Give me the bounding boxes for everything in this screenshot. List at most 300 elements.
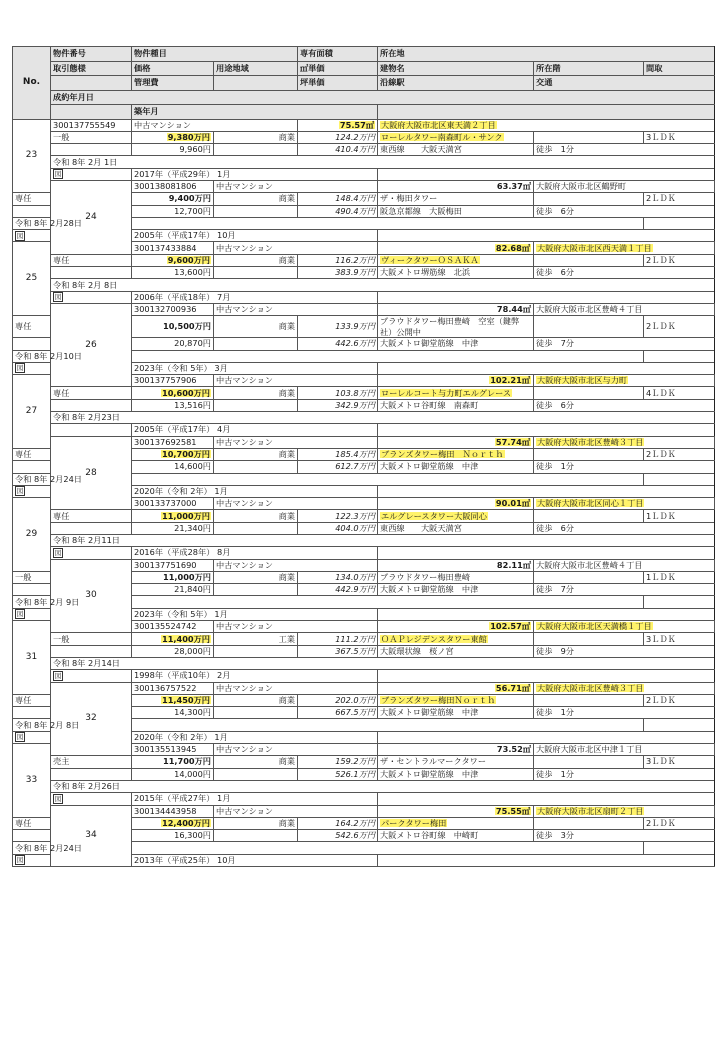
- header-price: 価格: [132, 61, 214, 76]
- property-number: 300137692581: [132, 436, 214, 448]
- m2-price: 124.2万円: [298, 131, 378, 143]
- line-station: 大阪メトロ谷町線 中崎町: [378, 830, 534, 842]
- price: 11,450万円: [132, 694, 214, 706]
- floor-area: 63.37㎡: [378, 180, 534, 192]
- blank-cell: [13, 205, 51, 217]
- zoning: 商業: [214, 316, 298, 338]
- contract-date: 令和 8年 2月 1日: [51, 156, 715, 168]
- zoning: 商業: [214, 756, 298, 768]
- blank-cell: [214, 205, 298, 217]
- record-row: [13, 131, 715, 143]
- floorplan-cell: [51, 670, 132, 682]
- floor-area: 75.55㎡: [378, 805, 534, 817]
- header-blank: [51, 105, 132, 120]
- zoning: 商業: [214, 448, 298, 460]
- access: 徒歩 1分: [534, 768, 715, 780]
- blank-cell: [214, 338, 298, 350]
- record-row: [13, 291, 715, 303]
- floor-area: 82.68㎡: [378, 242, 534, 254]
- property-number: 300137433884: [132, 242, 214, 254]
- m2-price: 116.2万円: [298, 254, 378, 266]
- zoning: 商業: [214, 817, 298, 829]
- blank-cell: [214, 522, 298, 534]
- price: 11,700万円: [132, 756, 214, 768]
- record-row: [13, 267, 715, 279]
- contract-date: 令和 8年 2月14日: [51, 657, 715, 669]
- header-floor: 所在階: [534, 61, 644, 76]
- line-station: 阪急京都線 大阪梅田: [378, 205, 534, 217]
- contract-date: 令和 8年 2月 8日: [13, 719, 644, 731]
- management-fee: 20,870円: [132, 338, 214, 350]
- floorplan-icon[interactable]: 図: [54, 671, 62, 680]
- layout: 2ＬＤＫ: [644, 817, 715, 829]
- record-row: [13, 279, 715, 291]
- price: 12,400万円: [132, 817, 214, 829]
- record-row: [13, 780, 715, 792]
- built-date: 2013年（平成25年） 10月: [132, 854, 378, 866]
- blank-cell: [51, 267, 132, 279]
- zoning: 商業: [214, 694, 298, 706]
- floor-area: 75.57㎡: [298, 119, 378, 131]
- header-access: 交通: [534, 76, 715, 91]
- header-tsubo-price: 坪単価: [298, 76, 378, 91]
- record-row: [13, 645, 715, 657]
- header-blank: [51, 76, 132, 91]
- zoning: 商業: [214, 193, 298, 205]
- header-property-type: 物件種目: [132, 47, 298, 62]
- m2-price: 122.3万円: [298, 510, 378, 522]
- transaction-type: 専任: [13, 448, 51, 460]
- floor-area: 56.71㎡: [378, 682, 534, 694]
- property-type: 中古マンション: [214, 744, 378, 756]
- transaction-type: 一般: [51, 131, 132, 143]
- header-layout: 間取: [644, 61, 715, 76]
- floorplan-cell: [13, 854, 51, 866]
- address: 大阪府大阪市北区東天満２丁目: [378, 119, 715, 131]
- blank-cell: [13, 707, 51, 719]
- floorplan-icon[interactable]: 図: [16, 487, 24, 496]
- built-date: 2020年（令和 2年） 1月: [132, 485, 378, 497]
- header-contract-date: 成約年月日: [51, 90, 715, 105]
- price: 10,600万円: [132, 387, 214, 399]
- tsubo-price: 667.5万円: [298, 707, 378, 719]
- floor: [534, 510, 644, 522]
- blank-cell: [378, 854, 715, 866]
- blank-cell: [214, 267, 298, 279]
- contract-date: 令和 8年 2月 9日: [13, 596, 644, 608]
- floor-area: 73.52㎡: [378, 744, 534, 756]
- access: 徒歩 1分: [534, 144, 715, 156]
- record-row-32: [13, 682, 715, 694]
- blank-cell: [214, 830, 298, 842]
- floor: [534, 633, 644, 645]
- floor-area: 82.11㎡: [378, 559, 534, 571]
- built-date: 2006年（平成18年） 7月: [132, 291, 378, 303]
- access: 徒歩 3分: [534, 830, 715, 842]
- record-row: [13, 387, 715, 399]
- floorplan-icon[interactable]: 図: [16, 733, 24, 742]
- record-row: [13, 399, 715, 411]
- building-name: ローレルコート与力町エルグレース: [378, 387, 534, 399]
- header-location: 所在地: [378, 47, 715, 62]
- floorplan-icon[interactable]: 図: [54, 170, 62, 179]
- property-type: 中古マンション: [214, 805, 378, 817]
- zoning: 商業: [214, 510, 298, 522]
- transaction-type: 専任: [13, 694, 51, 706]
- property-number: 300133737000: [132, 498, 214, 510]
- price: 9,600万円: [132, 254, 214, 266]
- blank-cell: [13, 461, 51, 473]
- blank-cell: [51, 144, 132, 156]
- blank-cell: [51, 645, 132, 657]
- transaction-type: 専任: [13, 193, 51, 205]
- property-type: 中古マンション: [132, 119, 298, 131]
- price: 10,700万円: [132, 448, 214, 460]
- layout: 3ＬＤＫ: [644, 131, 715, 143]
- layout: 1ＬＤＫ: [644, 571, 715, 583]
- transaction-type: 一般: [51, 633, 132, 645]
- contract-date: 令和 8年 2月24日: [13, 842, 644, 854]
- m2-price: 133.9万円: [298, 316, 378, 338]
- header-blank: [214, 76, 298, 91]
- record-no: 24: [51, 180, 132, 254]
- building-name: エルグレースタワー大阪同心: [378, 510, 534, 522]
- tsubo-price: 410.4万円: [298, 144, 378, 156]
- contract-date: 令和 8年 2月23日: [51, 412, 715, 424]
- blank-cell: [214, 768, 298, 780]
- price: 9,400万円: [132, 193, 214, 205]
- building-name: パークタワー梅田: [378, 817, 534, 829]
- floor-area: 78.44㎡: [378, 303, 534, 315]
- floorplan-cell: [13, 608, 51, 620]
- record-no: 28: [51, 436, 132, 510]
- management-fee: 12,700円: [132, 205, 214, 217]
- table-header: [13, 47, 715, 120]
- header-floor-area: 専有面積: [298, 47, 378, 62]
- layout: 2ＬＤＫ: [644, 316, 715, 338]
- address: 大阪府大阪市北区豊崎４丁目: [534, 559, 715, 571]
- line-station: 東西線 大阪天満宮: [378, 522, 534, 534]
- contract-date: 令和 8年 2月24日: [13, 473, 644, 485]
- header-line-station: 沿線駅: [378, 76, 534, 91]
- property-type: 中古マンション: [214, 436, 378, 448]
- record-row: [13, 756, 715, 768]
- property-type: 中古マンション: [214, 621, 378, 633]
- layout: 1ＬＤＫ: [644, 510, 715, 522]
- m2-price: 159.2万円: [298, 756, 378, 768]
- built-date: 2005年（平成17年） 4月: [132, 424, 378, 436]
- record-row: [13, 424, 715, 436]
- management-fee: 13,516円: [132, 399, 214, 411]
- blank-cell: [214, 461, 298, 473]
- blank-cell: [378, 424, 715, 436]
- floor-area: 102.57㎡: [378, 621, 534, 633]
- management-fee: 14,600円: [132, 461, 214, 473]
- record-no: 26: [51, 303, 132, 386]
- address: 大阪府大阪市北区天満橋１丁目: [534, 621, 715, 633]
- line-station: 大阪メトロ御堂筋線 中津: [378, 338, 534, 350]
- record-row: [13, 793, 715, 805]
- contract-date: 令和 8年 2月26日: [51, 780, 715, 792]
- line-station: 大阪メトロ御堂筋線 中津: [378, 707, 534, 719]
- blank-cell: [13, 584, 51, 596]
- built-date: 2020年（令和 2年） 1月: [132, 731, 378, 743]
- address: 大阪府大阪市北区豊崎３丁目: [534, 436, 715, 448]
- access: 徒歩 7分: [534, 338, 715, 350]
- floorplan-cell: [13, 731, 51, 743]
- address: 大阪府大阪市北区扇町２丁目: [534, 805, 715, 817]
- blank-cell: [378, 485, 715, 497]
- access: 徒歩 1分: [534, 707, 715, 719]
- line-station: 東西線 大阪天満宮: [378, 144, 534, 156]
- record-row: [13, 412, 715, 424]
- m2-price: 148.4万円: [298, 193, 378, 205]
- m2-price: 185.4万円: [298, 448, 378, 460]
- record-row: [13, 254, 715, 266]
- record-row: [13, 522, 715, 534]
- line-station: 大阪メトロ谷町線 南森町: [378, 399, 534, 411]
- record-row: [13, 473, 715, 485]
- built-date: 1998年（平成10年） 2月: [132, 670, 378, 682]
- price: 11,000万円: [132, 571, 214, 583]
- tsubo-price: 612.7万円: [298, 461, 378, 473]
- transaction-type: 専任: [51, 254, 132, 266]
- floorplan-cell: [51, 547, 132, 559]
- address: 大阪府大阪市北区鶴野町: [534, 180, 715, 192]
- header-zoning: 用途地域: [214, 61, 298, 76]
- floorplan-cell: [13, 485, 51, 497]
- tsubo-price: 490.4万円: [298, 205, 378, 217]
- property-number: 300132700936: [132, 303, 214, 315]
- management-fee: 14,000円: [132, 768, 214, 780]
- management-fee: 13,600円: [132, 267, 214, 279]
- floorplan-icon[interactable]: 図: [16, 856, 24, 865]
- blank-cell: [214, 399, 298, 411]
- floorplan-icon[interactable]: 図: [16, 231, 24, 240]
- access: 徒歩 6分: [534, 205, 715, 217]
- record-row: [13, 596, 715, 608]
- price: 10,500万円: [132, 316, 214, 338]
- record-no: 29: [13, 498, 51, 572]
- record-row-23: [13, 119, 715, 131]
- record-row: [13, 535, 715, 547]
- built-date: 2016年（平成28年） 8月: [132, 547, 378, 559]
- record-no: 33: [13, 744, 51, 818]
- building-name: ＯＡＰレジデンスタワー東館: [378, 633, 534, 645]
- record-no: 34: [51, 805, 132, 866]
- layout: 2ＬＤＫ: [644, 694, 715, 706]
- property-number: 300137757906: [132, 375, 214, 387]
- record-row-28: [13, 436, 715, 448]
- line-station: 大阪メトロ堺筋線 北浜: [378, 267, 534, 279]
- built-date: 2015年（平成27年） 1月: [132, 793, 378, 805]
- header-blank: [378, 105, 715, 120]
- floorplan-cell: [51, 424, 132, 436]
- price: 11,000万円: [132, 510, 214, 522]
- record-row: [13, 547, 715, 559]
- m2-price: 111.2万円: [298, 633, 378, 645]
- floor-area: 102.21㎡: [378, 375, 534, 387]
- record-row: [13, 156, 715, 168]
- header-transaction-type: 取引態様: [51, 61, 132, 76]
- tsubo-price: 442.9万円: [298, 584, 378, 596]
- contract-date: 令和 8年 2月10日: [13, 350, 644, 362]
- access: 徒歩 1分: [534, 461, 715, 473]
- blank-cell: [13, 338, 51, 350]
- building-name: ローレルタワー南森町ル・サンク: [378, 131, 534, 143]
- floorplan-icon[interactable]: 図: [54, 293, 62, 302]
- management-fee: 9,960円: [132, 144, 214, 156]
- layout: 2ＬＤＫ: [644, 254, 715, 266]
- property-type: 中古マンション: [214, 242, 378, 254]
- blank-cell: [378, 608, 715, 620]
- m2-price: 164.2万円: [298, 817, 378, 829]
- records: [13, 119, 715, 867]
- line-station: 大阪メトロ御堂筋線 中津: [378, 584, 534, 596]
- address: 大阪府大阪市北区西天満１丁目: [534, 242, 715, 254]
- header-property-number: 物件番号: [51, 47, 132, 62]
- blank-cell: [378, 230, 715, 242]
- property-number: 300136757522: [132, 682, 214, 694]
- property-type: 中古マンション: [214, 303, 378, 315]
- built-date: 2005年（平成17年） 10月: [132, 230, 378, 242]
- zoning: 商業: [214, 131, 298, 143]
- record-row: [13, 719, 715, 731]
- record-row-24: [13, 180, 715, 192]
- floorplan-cell: [13, 230, 51, 242]
- access: 徒歩 7分: [534, 584, 715, 596]
- layout: 3ＬＤＫ: [644, 633, 715, 645]
- floor: [534, 387, 644, 399]
- record-no: 27: [13, 375, 51, 449]
- blank-cell: [378, 362, 715, 374]
- management-fee: 16,300円: [132, 830, 214, 842]
- access: 徒歩 6分: [534, 267, 715, 279]
- property-number: 300137755549: [51, 119, 132, 131]
- layout: 2ＬＤＫ: [644, 448, 715, 460]
- floor: [534, 694, 644, 706]
- tsubo-price: 542.6万円: [298, 830, 378, 842]
- management-fee: 21,840円: [132, 584, 214, 596]
- floor: [534, 756, 644, 768]
- record-row: [13, 842, 715, 854]
- address: 大阪府大阪市北区豊崎３丁目: [534, 682, 715, 694]
- property-type: 中古マンション: [214, 180, 378, 192]
- access: 徒歩 6分: [534, 399, 715, 411]
- blank-cell: [13, 830, 51, 842]
- property-type: 中古マンション: [214, 682, 378, 694]
- record-no: 31: [13, 621, 51, 695]
- zoning: 商業: [214, 254, 298, 266]
- building-name: ザ・セントラルマークタワー: [378, 756, 534, 768]
- contract-date: 令和 8年 2月28日: [13, 217, 644, 229]
- transaction-type: 専任: [51, 387, 132, 399]
- floorplan-cell: [51, 793, 132, 805]
- floorplan-icon[interactable]: 図: [54, 548, 62, 557]
- header-m2-price: ㎡単価: [298, 61, 378, 76]
- property-number: 300138081806: [132, 180, 214, 192]
- floorplan-cell: [13, 362, 51, 374]
- floor: [534, 316, 644, 338]
- line-station: 大阪メトロ御堂筋線 中津: [378, 461, 534, 473]
- building-name: ブランズタワー梅田Ｎｏｒｔｈ: [378, 694, 534, 706]
- address: 大阪府大阪市北区与力町: [534, 375, 715, 387]
- property-number: 300135513945: [132, 744, 214, 756]
- line-station: 大阪環状線 桜ノ宮: [378, 645, 534, 657]
- record-row: [13, 350, 715, 362]
- tsubo-price: 404.0万円: [298, 522, 378, 534]
- property-type: 中古マンション: [214, 559, 378, 571]
- blank-cell: [378, 168, 715, 180]
- header-management-fee: 管理費: [132, 76, 214, 91]
- floor: [534, 448, 644, 460]
- management-fee: 21,340円: [132, 522, 214, 534]
- address: 大阪府大阪市北区中津１丁目: [534, 744, 715, 756]
- transaction-type: 売主: [51, 756, 132, 768]
- floorplan-icon[interactable]: 図: [16, 364, 24, 373]
- header-no: No.: [13, 47, 51, 120]
- property-table: [12, 46, 715, 867]
- built-date: 2023年（令和 5年） 1月: [132, 608, 378, 620]
- m2-price: 134.0万円: [298, 571, 378, 583]
- contract-date: 令和 8年 2月 8日: [51, 279, 715, 291]
- floor-area: 90.01㎡: [378, 498, 534, 510]
- m2-price: 202.0万円: [298, 694, 378, 706]
- floor: [534, 254, 644, 266]
- zoning: 商業: [214, 571, 298, 583]
- record-row: [13, 217, 715, 229]
- access: 徒歩 6分: [534, 522, 715, 534]
- access: 徒歩 9分: [534, 645, 715, 657]
- transaction-type: 一般: [13, 571, 51, 583]
- building-name: ブランズタワー梅田 Ｎｏｒｔｈ: [378, 448, 534, 460]
- zoning: 商業: [214, 387, 298, 399]
- record-row-30: [13, 559, 715, 571]
- property-type: 中古マンション: [214, 498, 378, 510]
- transaction-type: 専任: [13, 817, 51, 829]
- tsubo-price: 367.5万円: [298, 645, 378, 657]
- record-no: 30: [51, 559, 132, 633]
- building-name: ヴィークタワーＯＳＡＫＡ: [378, 254, 534, 266]
- record-no: 25: [13, 242, 51, 316]
- transaction-record-sheet: [12, 46, 714, 867]
- zoning: 工業: [214, 633, 298, 645]
- built-date: 2023年（令和 5年） 3月: [132, 362, 378, 374]
- layout: 4ＬＤＫ: [644, 387, 715, 399]
- layout: 2ＬＤＫ: [644, 193, 715, 205]
- record-row: [13, 633, 715, 645]
- floorplan-cell: [51, 168, 132, 180]
- layout: 3ＬＤＫ: [644, 756, 715, 768]
- floor: [534, 817, 644, 829]
- blank-cell: [378, 670, 715, 682]
- blank-cell: [51, 768, 132, 780]
- building-name: プラウドタワー梅田豊崎 空室（鍵弊社）公開中: [378, 316, 534, 338]
- floorplan-icon[interactable]: 図: [16, 610, 24, 619]
- transaction-type: 専任: [13, 316, 51, 338]
- building-name: ザ・梅田タワー: [378, 193, 534, 205]
- floorplan-cell: [51, 291, 132, 303]
- blank-cell: [378, 793, 715, 805]
- building-name: プラウドタワー梅田豊崎: [378, 571, 534, 583]
- blank-cell: [378, 547, 715, 559]
- record-row: [13, 144, 715, 156]
- floorplan-icon[interactable]: 図: [54, 794, 62, 803]
- property-number: 300134443958: [132, 805, 214, 817]
- record-row: [13, 510, 715, 522]
- tsubo-price: 442.6万円: [298, 338, 378, 350]
- address: 大阪府大阪市北区同心１丁目: [534, 498, 715, 510]
